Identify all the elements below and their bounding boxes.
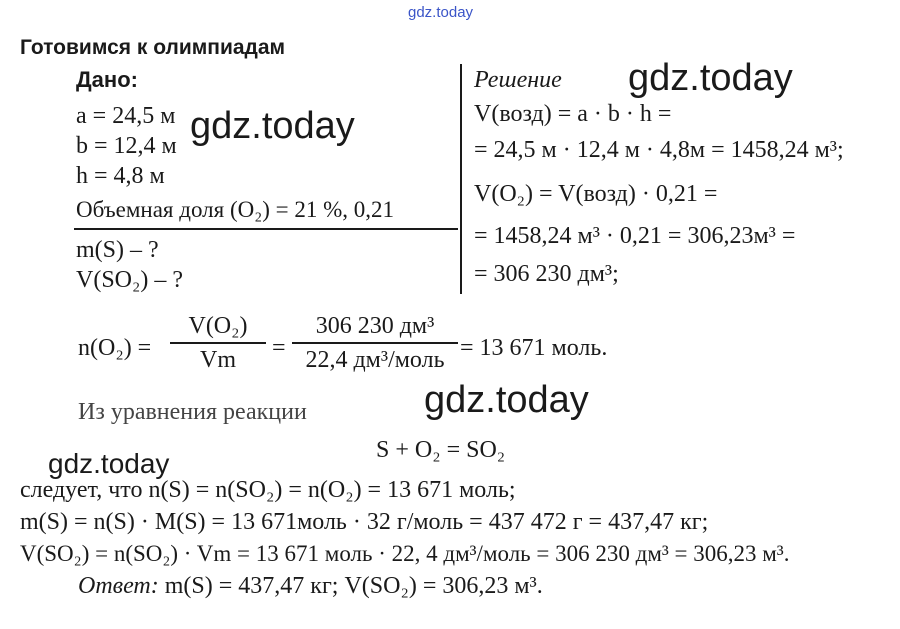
fraction-2-bar: [292, 342, 458, 344]
fraction-1-bar: [170, 342, 266, 344]
reaction-equation: S + O₂ = SO₂: [376, 437, 506, 463]
solution-line-3: V(O₂) = V(возд) · 0,21 =: [474, 181, 718, 207]
conclusion-line-3: V(SO₂) = n(SO₂) · Vm = 13 671 моль · 22, 4 дм³/моль = 306 230 дм³ = 306,23 м³.: [20, 541, 790, 566]
given-b: b = 12,4 м: [76, 133, 177, 159]
fraction-v-over-vm: [170, 312, 266, 374]
moles-o2-lhs: n(O₂) =: [78, 335, 152, 361]
watermark-4: gdz.today: [48, 448, 170, 479]
answer-line: [78, 572, 543, 600]
answer-label: Ответ:: [78, 573, 159, 599]
fraction-values: [292, 312, 458, 374]
watermark-3: gdz.today: [424, 379, 589, 421]
solution-line-4: = 1458,24 м³ · 0,21 = 306,23м³ =: [474, 223, 796, 249]
reaction-intro: Из уравнения реакции: [78, 399, 307, 425]
given-separator: [74, 228, 458, 230]
given-volume-fraction: Объемная доля (O₂) = 21 %, 0,21: [76, 197, 395, 222]
watermark-top: gdz.today: [408, 4, 474, 21]
solution-line-1: V(возд) = a · b · h =: [474, 101, 672, 127]
solution-line-2: = 24,5 м · 12,4 м · 4,8м = 1458,24 м³;: [474, 137, 844, 163]
solution-title: Решение: [474, 67, 562, 93]
solution-line-5: = 306 230 дм³;: [474, 261, 619, 287]
page-heading: Готовимся к олимпиадам: [20, 36, 286, 59]
moles-result: = 13 671 моль.: [460, 335, 608, 361]
fraction-1-denominator: Vm: [200, 347, 236, 373]
find-volume-so2: V(SO₂) – ?: [76, 267, 184, 293]
fraction-2-denominator: 22,4 дм³/моль: [305, 347, 445, 373]
watermark-1: gdz.today: [628, 57, 793, 99]
fraction-2-numerator: 306 230 дм³: [315, 313, 435, 339]
watermark-2: gdz.today: [190, 105, 355, 147]
conclusion-line-2: m(S) = n(S) · M(S) = 13 671моль · 32 г/моль = 437 472 г = 437,47 кг;: [20, 509, 709, 535]
answer-text: m(S) = 437,47 кг; V(SO₂) = 306,23 м³.: [164, 573, 543, 599]
moles-equals: =: [272, 335, 286, 361]
column-divider: [460, 64, 462, 294]
given-title: Дано:: [76, 67, 138, 92]
given-a: a = 24,5 м: [76, 103, 176, 129]
conclusion-line-1: следует, что n(S) = n(SO₂) = n(O₂) = 13 671 моль;: [20, 477, 516, 503]
fraction-1-numerator: V(O₂): [188, 313, 248, 339]
given-h: h = 4,8 м: [76, 163, 165, 189]
find-mass-s: m(S) – ?: [76, 237, 159, 263]
